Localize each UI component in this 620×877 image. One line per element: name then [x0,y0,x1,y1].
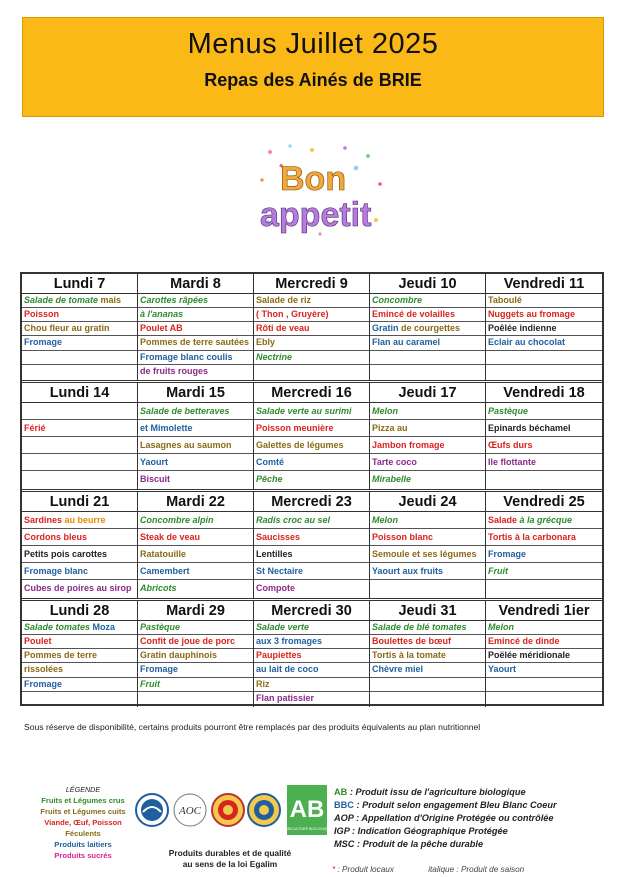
menu-item: Galettes de légumes [254,437,369,454]
menu-item: Pommes de terre [22,649,137,663]
durable-products-caption: Produits durables et de qualité au sens de la loi Egalim [168,848,292,869]
menu-item: à l'ananas [138,308,253,322]
week-row [22,383,602,489]
menu-item: rissolées [22,663,137,677]
day-column [22,492,138,598]
menu-item: aux 3 fromages [254,635,369,649]
menu-item: Pizza au [370,420,485,437]
bon-appetit-logo [250,140,390,240]
day-column [22,383,138,489]
menu-item: Salade de blé tomates [370,621,485,635]
svg-text:AOC: AOC [179,805,201,817]
menu-item: Gratin dauphinois [138,649,253,663]
week-row [22,274,602,380]
local-star-icon: * [332,865,336,874]
menu-item: Comté [254,454,369,471]
svg-text:AGRICULTURE BIOLOGIQUE: AGRICULTURE BIOLOGIQUE [282,827,332,831]
menu-item: Flan patissier [256,692,315,703]
menu-item: Fromage blanc coulis [138,351,253,365]
day-column [254,601,370,707]
menu-item: Pastèque [486,403,602,420]
menu-item: Poëlée méridionale [486,649,602,663]
menu-item: Compote [256,583,295,593]
menu-item: Melon [370,512,485,529]
menu-item [22,454,137,471]
legend-item: Féculents [65,829,101,838]
day-header: Mardi 29 [138,601,253,621]
menu-item: Pommes de terre sautées [138,336,253,350]
definition-row: AOP : Appellation d'Origine Protégée ou contrôlée [334,813,554,823]
menu-item: Confit de joue de porc [138,635,253,649]
menu-item [486,471,602,488]
menu-item: Gratin de courgettes [370,322,485,336]
menu-item: Rôti de veau [254,322,369,336]
day-header: Vendredi 18 [486,383,602,403]
day-header: Lundi 21 [22,492,137,512]
menu-item: Concombre [370,294,485,308]
menu-item [22,403,137,420]
menu-item: Salade de tomate mais [22,294,137,308]
footer-legend [332,865,524,874]
menu-item: Eclair au chocolat [486,336,602,350]
quality-labels [134,790,334,844]
day-header: Jeudi 17 [370,383,485,403]
logo-line1: Bon [280,160,347,198]
menu-item: Férié [22,420,137,437]
day-column [138,492,254,598]
day-column [486,383,602,489]
menu-item: Ebly [254,336,369,350]
menu-item: de fruits rouges [140,365,209,376]
legend-item: Fruits et Légumes crus [41,796,125,805]
legend-item: Produits sucrés [54,851,112,860]
day-column [370,383,486,489]
menu-item: Jambon fromage [370,437,485,454]
menu-item: Boulettes de bœuf [370,635,485,649]
day-column [254,274,370,380]
menu-item: Carottes râpées [138,294,253,308]
menu-item: Chou fleur au gratin [22,322,137,336]
day-header: Jeudi 31 [370,601,485,621]
menu-item [370,692,485,706]
menu-item: Saucisses [254,529,369,546]
menu-item: Salade tomates Moza [22,621,137,635]
menu-item [486,692,602,706]
menu-item: St Nectaire [254,563,369,580]
menu-item: Lasagnes au saumon [138,437,253,454]
menu-item: Salade de riz [254,294,369,308]
day-header: Mardi 15 [138,383,253,403]
definition-row: MSC : Produit de la pêche durable [334,839,484,849]
day-header: Lundi 14 [22,383,137,403]
menu-item [486,580,602,597]
menu-item: au lait de coco [254,663,369,677]
day-column [254,383,370,489]
day-column [370,492,486,598]
availability-note: Sous réserve de disponibilité, certains produits pourront être remplacés par des produits équivalents au plan nutritionnel [24,722,481,732]
menu-item: Emincé de volailles [370,308,485,322]
menu-item: Tortis à la tomate [370,649,485,663]
menu-item: Poisson [22,308,137,322]
menu-item: Sardines au beurre [22,512,137,529]
menu-item: Melon [486,621,602,635]
menu-item [486,678,602,692]
menu-item: Cubes de poires au sirop [24,583,132,593]
legend-item: Viande, Œuf, Poisson [44,818,122,827]
day-header: Mercredi 30 [254,601,369,621]
aoc-label-icon [172,790,208,830]
week-row [22,492,602,598]
menu-item: Chèvre miel [370,663,485,677]
menu-item: Biscuit [140,474,171,484]
legend-title: LÉGENDE [65,785,101,794]
day-header: Mercredi 16 [254,383,369,403]
menu-item: Pêche [256,474,283,484]
day-header: Mercredi 9 [254,274,369,294]
menu-item: Fromage [22,678,137,692]
definition-row: IGP : Indication Géographique Protégée [334,826,508,836]
menu-item: Concombre alpin [138,512,253,529]
menu-item: Steak de veau [138,529,253,546]
menu-item: Nuggets au fromage [486,308,602,322]
menu-item [486,365,602,379]
definition-row: AB : Produit issu de l'agriculture biologique [334,787,526,797]
menu-item: ( Thon , Gruyère) [254,308,369,322]
menu-item: Tarte coco [370,454,485,471]
menu-item [486,351,602,365]
menu-item: Epinards béchamel [486,420,602,437]
menu-item: Taboulé [486,294,602,308]
menu-item: Fromage [138,663,253,677]
menu-item: Poulet AB [138,322,253,336]
day-column [254,492,370,598]
menu-item: Semoule et ses légumes [370,546,485,563]
header-banner [22,17,604,117]
menu-item: Œufs durs [486,437,602,454]
menu-item [22,471,137,488]
menu-item: Mirabelle [372,474,412,484]
menu-table [20,272,604,706]
menu-item: Yaourt [138,454,253,471]
day-column [138,383,254,489]
day-header: Vendredi 1ier [486,601,602,621]
menu-item: Flan au caramel [370,336,485,350]
menu-item: Salade à la grécque [486,512,602,529]
menu-item: Ile flottante [486,454,602,471]
menu-item: Poêlée indienne [486,322,602,336]
day-column [486,492,602,598]
menu-item: Fromage [486,546,602,563]
day-column [486,601,602,707]
day-header: Lundi 28 [22,601,137,621]
svg-text:AB: AB [289,796,325,823]
day-header: Mardi 8 [138,274,253,294]
menu-item: Riz [254,678,369,692]
week-row [22,601,602,707]
page-title: Menus Juillet 2025 [187,28,439,60]
day-header: Vendredi 11 [486,274,602,294]
menu-item: Petits pois carottes [22,546,137,563]
menu-item [370,678,485,692]
page-subtitle: Repas des Ainés de BRIE [204,70,422,90]
menu-item: Salade de betteraves [138,403,253,420]
menu-item: Fromage [22,336,137,350]
legend-item: Fruits et Légumes cuits [40,807,126,816]
day-column [22,274,138,380]
day-header: Jeudi 10 [370,274,485,294]
menu-item [22,437,137,454]
day-header: Jeudi 24 [370,492,485,512]
seasonal-label: italique : Produit de saison [428,865,525,874]
day-header: Mardi 22 [138,492,253,512]
menu-item: Radis croc au sel [254,512,369,529]
menu-item: Tortis à la carbonara [486,529,602,546]
menu-item: Poulet [22,635,137,649]
menu-item: Pastèque [138,621,253,635]
legend-item: Produits laitiers [54,840,112,849]
menu-item: Yaourt aux fruits [370,563,485,580]
igp-label-icon [246,790,282,830]
aop-label-icon [210,790,246,830]
day-column [138,601,254,707]
label-definitions [334,786,557,851]
day-column [22,601,138,707]
day-column [370,601,486,707]
menu-item: Camembert [138,563,253,580]
menu-item: Salade verte [254,621,369,635]
menu-item [370,351,485,365]
menu-item: Abricots [140,583,177,593]
menu-item [22,351,137,365]
menu-item: et Mimolette [138,420,253,437]
menu-item: Fruit [138,678,253,692]
menu-item [22,692,137,706]
menu-item: Fromage blanc [22,563,137,580]
bbc-label-icon [134,790,170,830]
menu-item: Lentilles [254,546,369,563]
menu-item [370,580,485,597]
legend [28,784,138,861]
day-column [370,274,486,380]
menu-item: Ratatouille [138,546,253,563]
ab-label-icon [282,784,332,836]
menu-item: Salade verte au surimi [254,403,369,420]
day-column [138,274,254,380]
day-header: Mercredi 23 [254,492,369,512]
menu-item: Melon [370,403,485,420]
menu-item: Fruit [486,563,602,580]
menu-item: Yaourt [486,663,602,677]
menu-item: Emincé de dinde [486,635,602,649]
menu-item [138,692,253,706]
logo-line2: appetit [260,196,372,234]
day-header: Lundi 7 [22,274,137,294]
menu-item [22,365,137,379]
local-label: : Produit locaux [335,865,394,874]
day-header: Vendredi 25 [486,492,602,512]
menu-item: Nectrine [254,351,369,365]
menu-item: Poisson meunière [254,420,369,437]
menu-item [254,365,369,379]
menu-item: Poisson blanc [370,529,485,546]
definition-row: BBC : Produit selon engagement Bleu Blanc Coeur [334,800,557,810]
day-column [486,274,602,380]
menu-item [370,365,485,379]
menu-item: Paupiettes [254,649,369,663]
menu-item: Cordons bleus [22,529,137,546]
